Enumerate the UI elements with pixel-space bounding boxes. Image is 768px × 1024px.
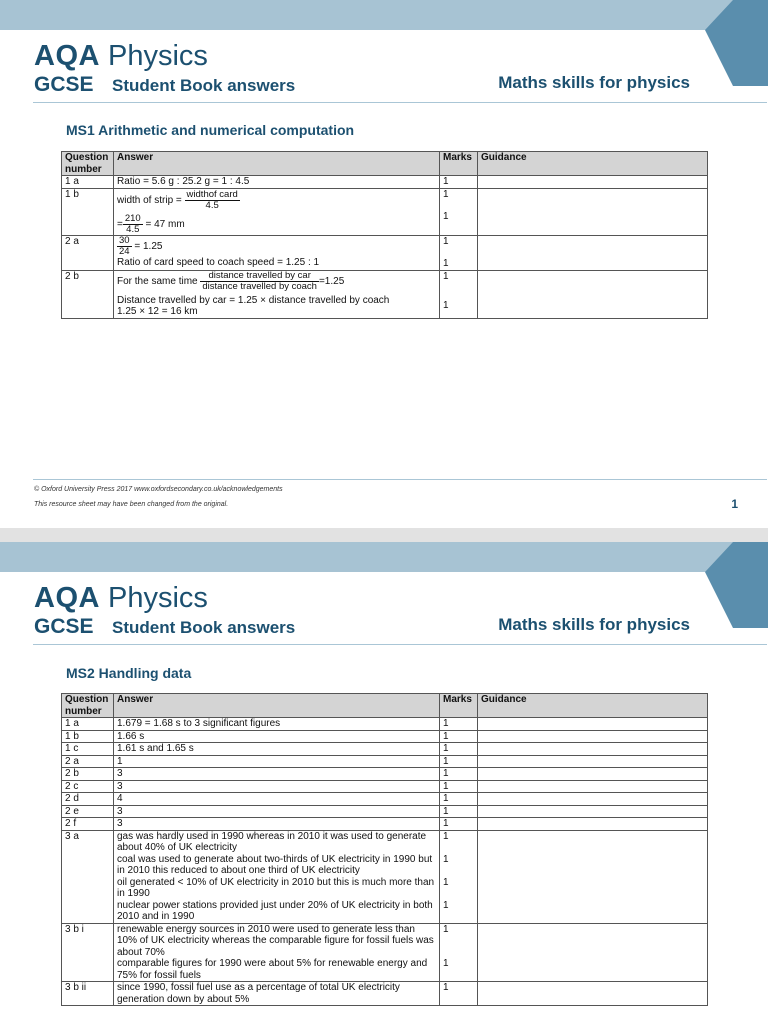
marks-cell: 1 1 — [440, 923, 478, 982]
brand-physics: Physics — [108, 40, 208, 72]
section-title: MS2 Handling data — [66, 665, 192, 681]
fraction: $\frac{210}{4.5}$ — [124, 212, 141, 235]
table-row — [62, 818, 708, 831]
header-rule — [33, 644, 767, 645]
answer-cell: 1.66 s — [114, 730, 440, 743]
table-row — [62, 176, 708, 189]
answer-cell: gas was hardly used in 1990 whereas in 2010 it was used to generate about 40% of UK electricity coal was used to generate about two-thirds of UK electricity in 1990 but in 2010 this reduced to about one third of UK electricity oil generated < 10% of UK electricity in 2010 but this is much more than in 1990 nuclear power stations provided just under 20% of UK electricity in both 2010 and in 1990 — [114, 830, 440, 923]
header-guidance: Guidance — [478, 694, 708, 718]
guidance-cell — [478, 176, 708, 189]
table-row — [62, 805, 708, 818]
guidance-cell — [478, 982, 708, 1006]
answer-cell: 1.61 s and 1.65 s — [114, 743, 440, 756]
question-number: 1 c — [62, 743, 114, 756]
brand-subtitle: Student Book answers — [112, 76, 296, 95]
question-number: 2 d — [62, 793, 114, 806]
table-row — [62, 768, 708, 781]
question-number: 2 c — [62, 780, 114, 793]
marks-cell: 1 — [440, 768, 478, 781]
guidance-cell — [478, 830, 708, 923]
marks-cell: 1 — [440, 805, 478, 818]
header-band — [0, 542, 768, 572]
table-header-row — [62, 152, 708, 176]
answer-cell: 3 — [114, 768, 440, 781]
answer-cell: 3 — [114, 805, 440, 818]
footer-note: This resource sheet may have been changed from the original. — [34, 501, 229, 508]
answer-cell: 1 — [114, 755, 440, 768]
question-number: 2 b — [62, 768, 114, 781]
question-number: 2 a — [62, 755, 114, 768]
guidance-cell — [478, 768, 708, 781]
answer-cell: width of strip = $\frac{\text{widthof card}}{4.5}$ = $\frac{210}{4.5}$ = 47 mm — [114, 188, 440, 235]
section-title: MS1 Arithmetic and numerical computation — [66, 122, 355, 138]
marks-cell: 1 — [440, 743, 478, 756]
answer-cell: Ratio = 5.6 g : 25.2 g = 1 : 4.5 — [114, 176, 440, 189]
table-row — [62, 923, 708, 982]
answer-cell: $\frac{30}{24}$ = 1.25 Ratio of card speed to coach speed = 1.25 : 1 — [114, 235, 440, 270]
guidance-cell — [478, 188, 708, 235]
marks-cell: 1 — [440, 793, 478, 806]
fraction: $\frac{30}{24}$ — [119, 234, 130, 257]
brand-gcse: GCSE — [34, 73, 94, 96]
table-header-row — [62, 694, 708, 718]
marks-cell: 1 — [440, 818, 478, 831]
guidance-cell — [478, 780, 708, 793]
page-title: Maths skills for physics — [498, 615, 690, 634]
footer-copyright: © Oxford University Press 2017 www.oxfordsecondary.co.uk/acknowledgements — [34, 486, 283, 493]
header-band — [0, 0, 768, 30]
question-number: 1 a — [62, 718, 114, 731]
guidance-cell — [478, 818, 708, 831]
header-question: Question number — [62, 152, 114, 176]
header-guidance: Guidance — [478, 152, 708, 176]
marks-cell: 1 — [440, 176, 478, 189]
table-row — [62, 235, 708, 270]
answer-cell: renewable energy sources in 2010 were used to generate less than 10% of UK electricity whereas the comparable figure for fossil fuels was about 70% comparable figures for 1990 were about 5% for renewable energy and 75% for fossil fuels — [114, 923, 440, 982]
answer-cell: 3 — [114, 780, 440, 793]
table-row — [62, 188, 708, 235]
guidance-cell — [478, 793, 708, 806]
fraction: $\frac{\text{widthof card}}{4.5}$ — [186, 188, 238, 211]
table-row — [62, 270, 708, 318]
guidance-cell — [478, 923, 708, 982]
table-row — [62, 743, 708, 756]
brand-gcse: GCSE — [34, 615, 94, 638]
question-number: 3 a — [62, 830, 114, 923]
page-separator — [0, 528, 768, 542]
marks-cell: 1 — [440, 730, 478, 743]
answer-cell: 1.679 = 1.68 s to 3 significant figures — [114, 718, 440, 731]
header-marks: Marks — [440, 152, 478, 176]
table-row — [62, 793, 708, 806]
brand-physics: Physics — [108, 582, 208, 614]
guidance-cell — [478, 718, 708, 731]
fraction: $\frac{\text{distance travelled by car}}{\text{distance travelled by coach}}$ — [202, 269, 317, 292]
marks-cell: 1 1 1 1 — [440, 830, 478, 923]
page-2 — [0, 542, 768, 1024]
question-number: 2 e — [62, 805, 114, 818]
footer-rule — [33, 479, 767, 480]
guidance-cell — [478, 235, 708, 270]
guidance-cell — [478, 805, 708, 818]
answer-cell: since 1990, fossil fuel use as a percentage of total UK electricity generation down by about 5% — [114, 982, 440, 1006]
answer-cell: 4 — [114, 793, 440, 806]
question-number: 2 f — [62, 818, 114, 831]
marks-cell: 1 1 — [440, 270, 478, 318]
guidance-cell — [478, 730, 708, 743]
table-row — [62, 718, 708, 731]
answers-table — [61, 151, 708, 319]
question-number: 2 b — [62, 270, 114, 318]
marks-cell: 1 1 — [440, 235, 478, 270]
header-question: Question number — [62, 694, 114, 718]
header-answer: Answer — [114, 694, 440, 718]
table-row — [62, 830, 708, 923]
answers-table — [61, 693, 708, 1006]
header-answer: Answer — [114, 152, 440, 176]
guidance-cell — [478, 755, 708, 768]
question-number: 2 a — [62, 235, 114, 270]
question-number: 1 b — [62, 188, 114, 235]
table-row — [62, 982, 708, 1006]
marks-cell: 1 1 — [440, 188, 478, 235]
answer-cell: 3 — [114, 818, 440, 831]
table-row — [62, 780, 708, 793]
question-number: 3 b ii — [62, 982, 114, 1006]
question-number: 3 b i — [62, 923, 114, 982]
question-number: 1 a — [62, 176, 114, 189]
marks-cell: 1 — [440, 982, 478, 1006]
marks-cell: 1 — [440, 718, 478, 731]
guidance-cell — [478, 270, 708, 318]
header-rule — [33, 102, 767, 103]
marks-cell: 1 — [440, 780, 478, 793]
page-title: Maths skills for physics — [498, 73, 690, 92]
question-number: 1 b — [62, 730, 114, 743]
table-row — [62, 755, 708, 768]
page-number: 1 — [731, 497, 738, 511]
header-marks: Marks — [440, 694, 478, 718]
marks-cell: 1 — [440, 755, 478, 768]
brand-subtitle: Student Book answers — [112, 618, 296, 637]
brand-aqa-logo: AQA — [34, 40, 100, 72]
answer-cell: For the same time $\frac{\text{distance travelled by car}}{\text{distance travelled by coach}}$ =1.25 Distance travelled by car = 1.25 × distance travelled by coach 1.25 × 12 = 16 km — [114, 270, 440, 318]
brand-aqa-logo: AQA — [34, 582, 100, 614]
table-row — [62, 730, 708, 743]
guidance-cell — [478, 743, 708, 756]
